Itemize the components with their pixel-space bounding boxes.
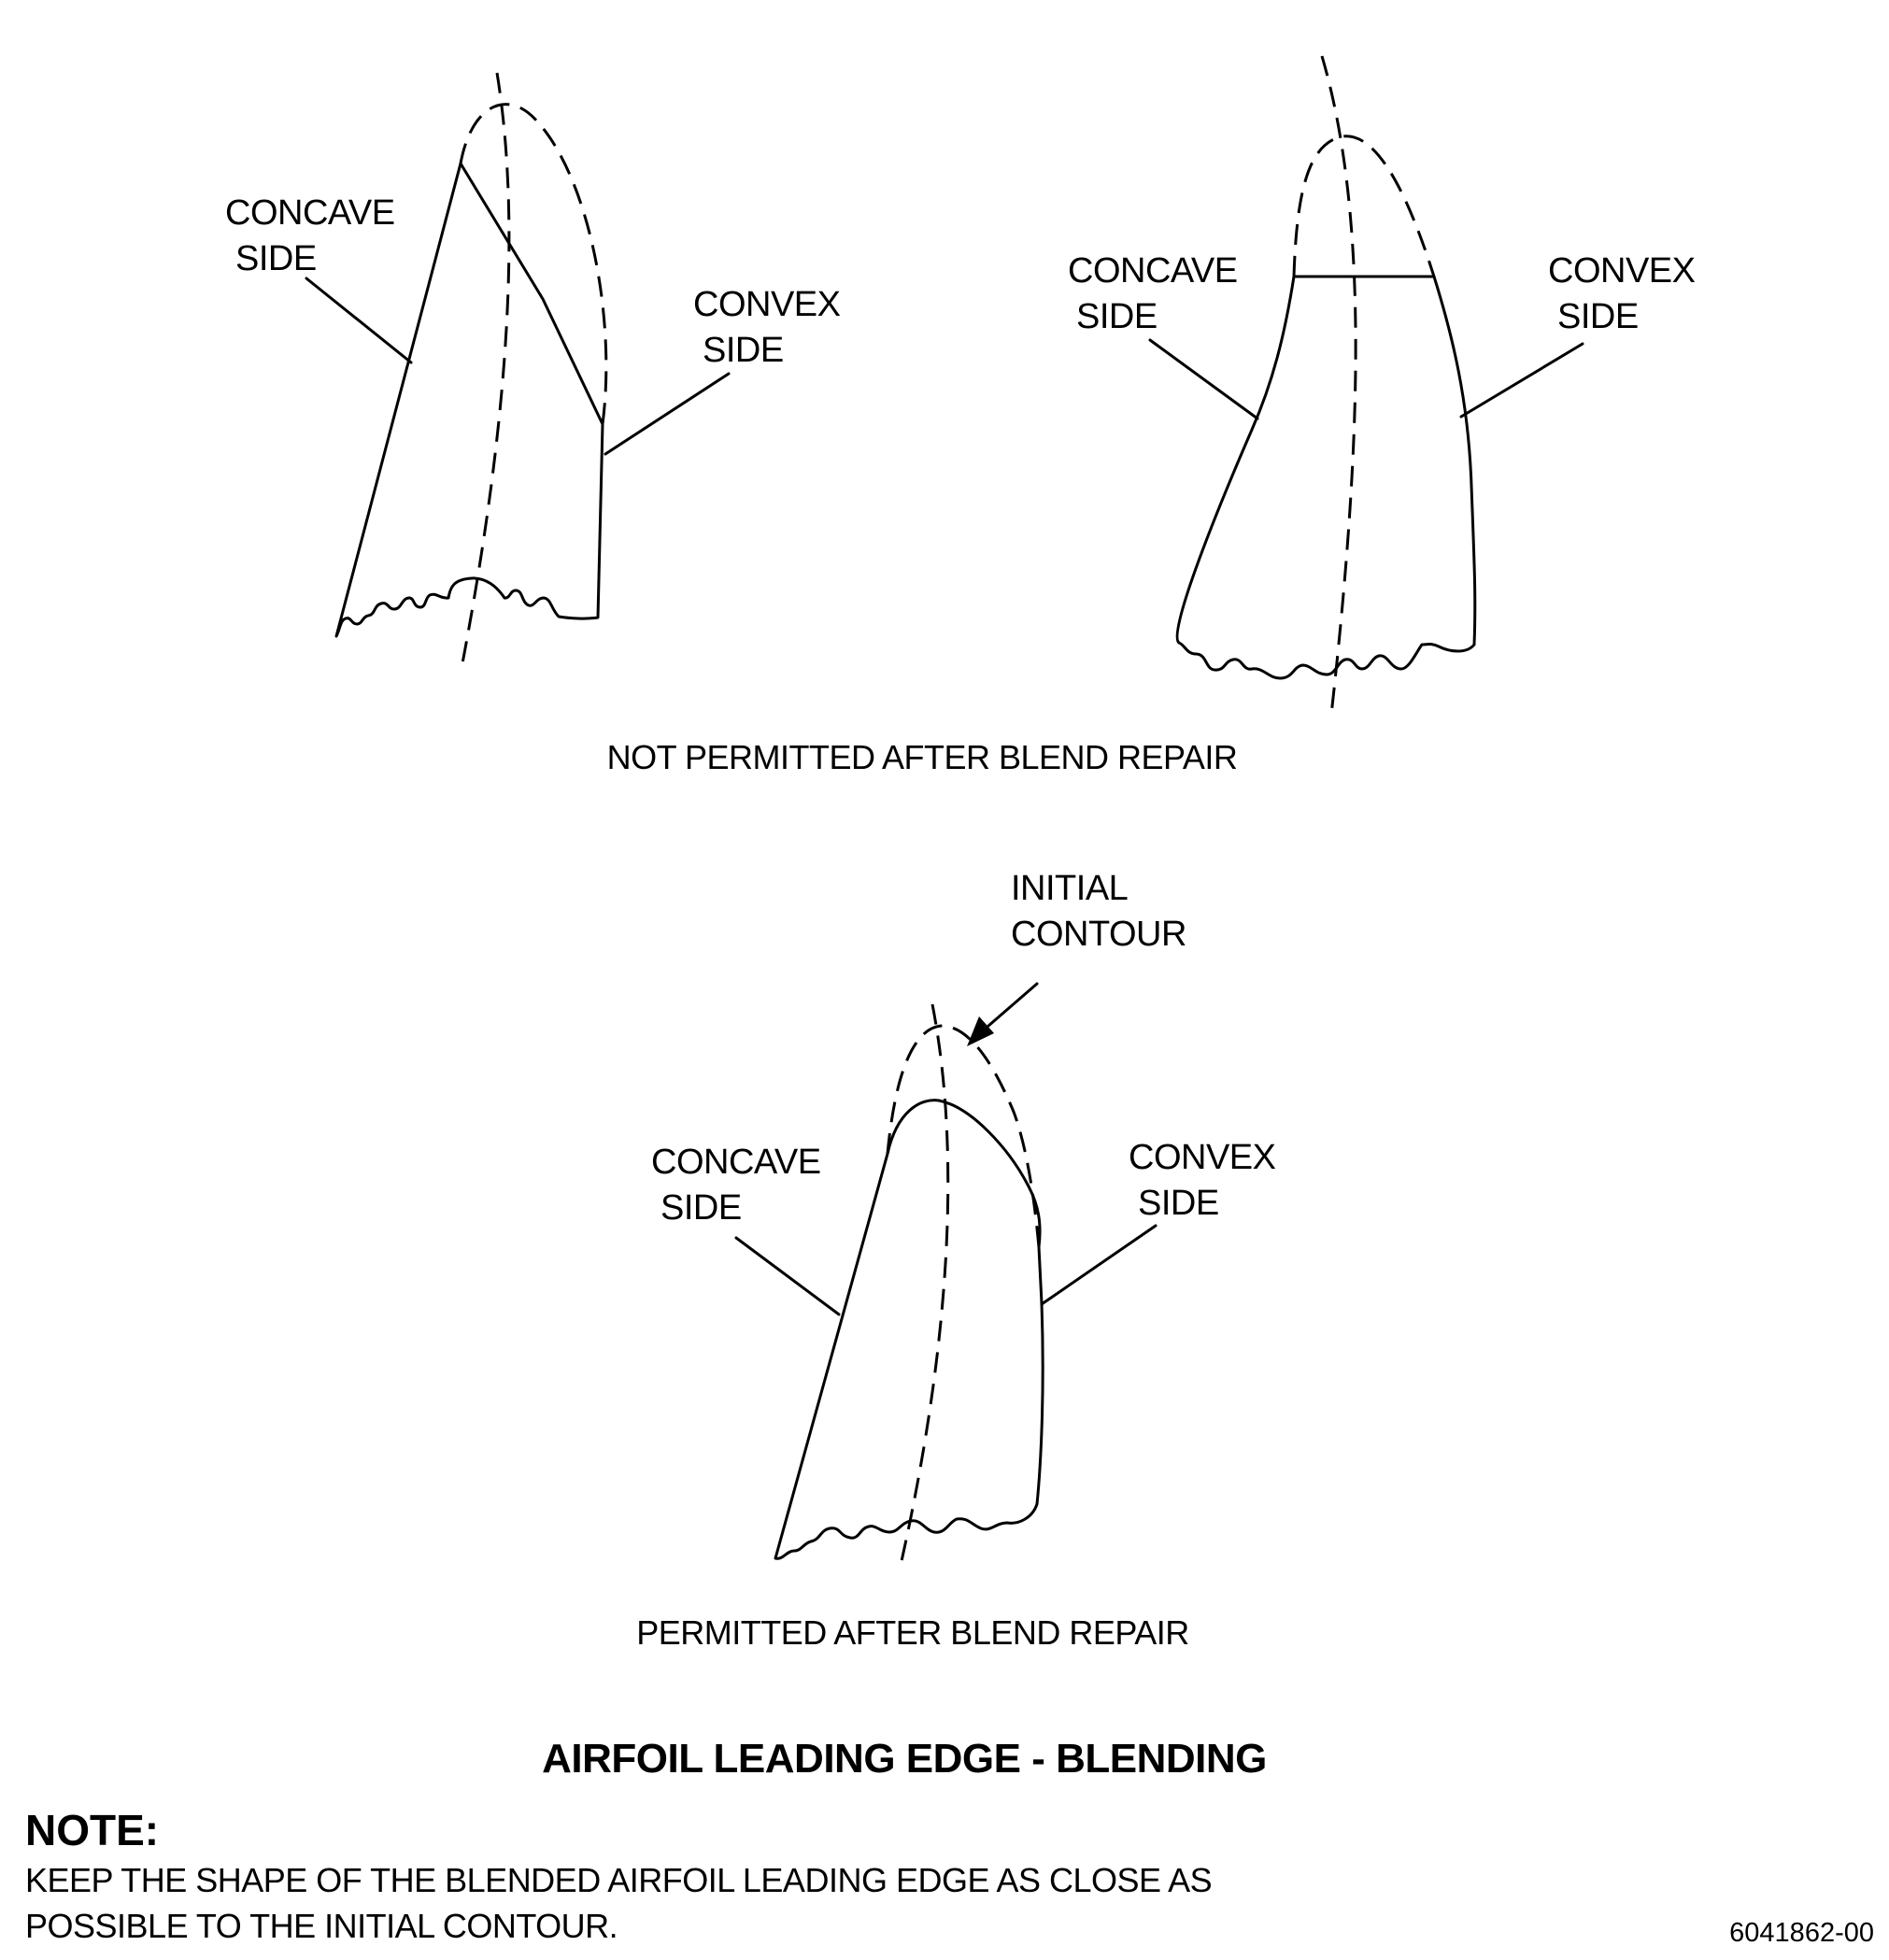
initial-contour-label-line2: CONTOUR (1011, 915, 1186, 954)
convex-side-label: CONVEX (693, 285, 841, 324)
note-line: POSSIBLE TO THE INITIAL CONTOUR. (25, 1907, 618, 1945)
figure-not-permitted-flat-blend (1068, 56, 1696, 715)
initial-contour-dashed (888, 1026, 1039, 1247)
convex-side-label-line2: SIDE (703, 331, 784, 370)
convex-side-label-line2: SIDE (1557, 297, 1639, 336)
concave-side-label-line2: SIDE (235, 239, 317, 278)
figure-title: AIRFOIL LEADING EDGE - BLENDING (542, 1736, 1267, 1782)
initial-contour-leader (981, 984, 1037, 1032)
concave-side-label: CONCAVE (651, 1143, 821, 1182)
camber-line-dashed (1322, 56, 1356, 715)
not-permitted-caption: NOT PERMITTED AFTER BLEND REPAIR (606, 738, 1238, 776)
convex-side-label-line2: SIDE (1138, 1184, 1219, 1223)
convex-leader (605, 374, 729, 454)
concave-leader (306, 278, 411, 362)
figure-permitted-rounded-blend (651, 869, 1276, 1569)
arrow-head (967, 1016, 994, 1046)
concave-side-label-line2: SIDE (660, 1188, 742, 1228)
airfoil-outline (1177, 277, 1475, 678)
note-line: KEEP THE SHAPE OF THE BLENDED AIRFOIL LEADING EDGE AS CLOSE AS (25, 1861, 1213, 1899)
initial-contour-dashed (461, 105, 606, 424)
concave-side-label-line2: SIDE (1076, 297, 1158, 336)
note-heading: NOTE: (25, 1806, 160, 1854)
figure-not-permitted-sharp-blend (225, 73, 841, 663)
convex-leader (1461, 344, 1583, 417)
camber-line-dashed (462, 73, 509, 663)
concave-leader (1150, 340, 1257, 419)
permitted-caption: PERMITTED AFTER BLEND REPAIR (636, 1613, 1189, 1652)
concave-leader (736, 1238, 839, 1314)
initial-contour-dashed (1294, 136, 1434, 277)
convex-side-label: CONVEX (1129, 1138, 1276, 1177)
concave-side-label: CONCAVE (225, 193, 395, 233)
convex-leader (1042, 1226, 1156, 1304)
convex-side-label: CONVEX (1548, 251, 1696, 291)
airfoil-outline (336, 163, 603, 636)
figure-number: 6041862-00 (1729, 1918, 1874, 1948)
camber-line-dashed (900, 1004, 948, 1569)
initial-contour-label: INITIAL (1011, 869, 1129, 908)
concave-side-label: CONCAVE (1068, 251, 1238, 291)
